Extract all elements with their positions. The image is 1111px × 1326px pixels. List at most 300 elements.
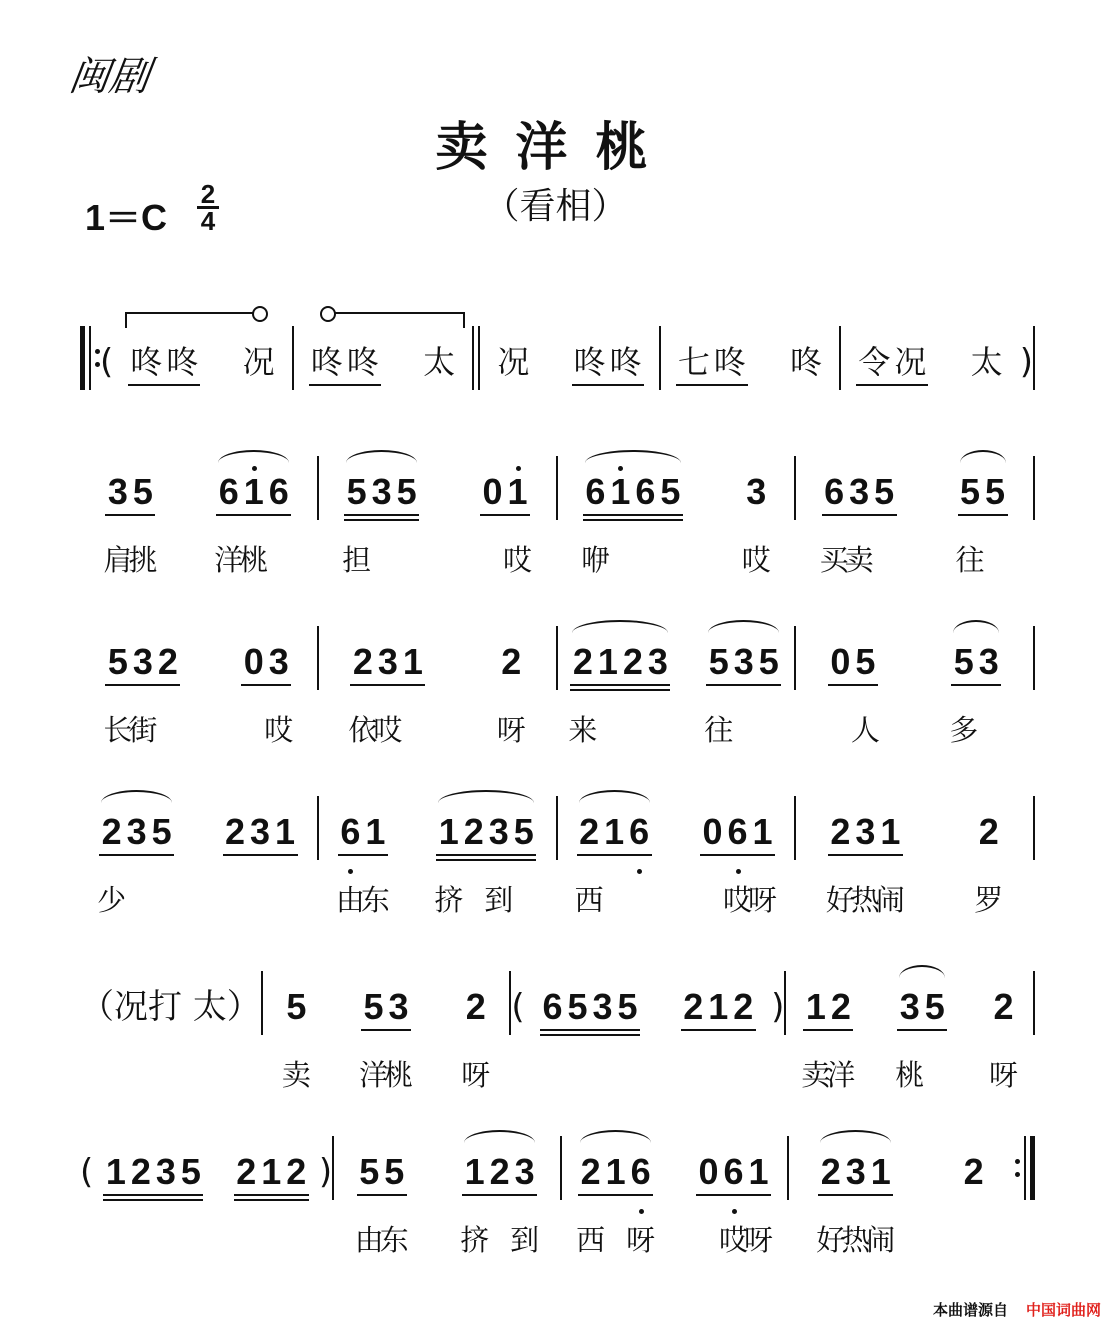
underline [706,684,781,686]
note-text: 6 [824,471,845,512]
note-text: 3 [132,641,153,682]
underline [583,514,683,516]
underline [676,384,748,386]
underline [462,1194,537,1196]
score-mark: ( [511,987,525,1027]
note-text: 咚 [310,343,343,381]
note-text: 5 [107,641,128,682]
score-row [80,460,1035,577]
note-text: 七 [677,343,710,381]
note [128,641,158,747]
underline [361,1029,411,1031]
note [128,1152,153,1192]
measure [80,471,317,577]
lyric: 哎 [373,713,403,747]
lyric: 罗 [974,883,1004,917]
measure [113,342,292,390]
beat [788,342,824,390]
note [124,812,149,852]
note-text: 1 [275,811,296,852]
note [826,986,856,1092]
note-text: 2 [465,986,486,1027]
underline [570,689,670,691]
underline [103,1194,203,1196]
note [696,1152,721,1192]
lyric: 卖 [844,543,874,577]
measure [789,1151,1015,1257]
note [214,471,244,577]
note-text: 1 [610,471,631,512]
lyric: 闹 [866,1223,896,1257]
note [495,342,531,382]
note-text: 3 [488,811,509,852]
beat [281,986,311,1092]
note-text: 太 [970,343,1003,381]
lyric: 挤 [460,1223,490,1257]
lyric: 洋 [214,543,244,577]
note [241,642,266,682]
note [281,986,311,1092]
note-text: 5 [346,471,367,512]
lyric: 往 [704,713,734,747]
score-row [80,630,1035,747]
beat [128,342,200,390]
lyric: 东 [360,883,390,917]
underline [856,384,928,386]
beat [704,641,781,747]
note [969,342,1005,382]
note [103,641,133,747]
note-text: 2 [501,641,522,682]
note [633,472,658,512]
low-octave-dot [639,1209,644,1214]
note-text: 6 [542,986,563,1027]
note [97,811,127,917]
time-signature [197,179,219,236]
note-text: 咚 [609,343,642,381]
note [723,811,753,917]
note-text: 2 [830,811,851,852]
note-text: 5 [617,986,638,1027]
note [384,986,414,1092]
repeat-dots [1015,1136,1020,1200]
note [576,1151,606,1257]
note-text: 3 [855,811,876,852]
slur-arc [585,450,681,476]
beat [856,342,928,390]
note-text: 6 [723,1151,744,1192]
note [976,642,1001,682]
score-mark: ) [318,1152,333,1192]
note-text: 0 [702,811,723,852]
note [266,472,291,512]
lyric: 桃 [239,543,269,577]
slur-arc [953,620,999,646]
beat [572,342,644,390]
lyric: 哎 [723,883,753,917]
note [480,472,505,512]
bar-line [80,326,85,390]
note [273,812,298,852]
underline [540,1029,640,1031]
meter-top: 2 [200,179,216,209]
key-signature: 1＝C [85,197,168,238]
bar-line [1030,1136,1035,1200]
note [241,342,277,382]
bar-line [1033,796,1035,860]
lyric: 西 [574,883,604,917]
note [264,641,294,747]
lyric: 咿 [580,543,610,577]
note [602,812,627,852]
lyric: 到 [510,1223,540,1257]
note [608,342,644,382]
lyric: 桃 [384,1058,414,1092]
note-text: 5 [363,986,384,1027]
slur-arc [580,1130,651,1156]
lyric: 呀 [496,713,526,747]
beat [816,1151,896,1257]
beat [359,986,414,1092]
underline [105,514,155,516]
slur-arc [899,965,945,991]
source-footer [933,1299,1101,1320]
note-text: 2 [580,1151,601,1192]
note [568,641,598,747]
underline [572,384,644,386]
slur-arc [572,620,668,646]
note-text: 咚 [573,343,606,381]
note-text: 咚 [346,343,379,381]
beat [342,471,419,577]
note [681,987,706,1027]
note [949,641,979,747]
note-text: 5 [758,641,779,682]
note-text: 3 [107,471,128,512]
note [394,472,419,512]
beat [676,342,748,390]
lyric: 卖 [801,1058,831,1092]
slur-arc [579,790,650,816]
note [348,641,378,747]
measure [334,1151,560,1257]
note [345,342,381,382]
note [892,342,928,382]
note-text: 咚 [130,343,163,381]
low-octave-dot [637,869,642,874]
note-text: 5 [151,811,172,852]
note [400,642,425,682]
lyric: 由 [335,883,365,917]
bar-line [472,326,474,390]
source-label: 本曲谱源自 [932,1301,1008,1319]
bracket-circle [320,306,336,322]
lyric: 呀 [626,1223,656,1257]
lyric: 来 [568,713,598,747]
underline [958,514,1008,516]
note-text: 3 [388,986,409,1027]
measure [525,987,772,1035]
note [856,342,892,382]
beat [568,641,670,747]
note [178,1152,203,1192]
note-text: 5 [286,986,307,1027]
underline [344,514,419,516]
note [511,812,536,852]
lyric: 洋 [359,1058,389,1092]
note-text: 5 [708,641,729,682]
note-text: 3 [514,1151,535,1192]
note-text: 5 [953,641,974,682]
note [704,641,734,747]
measure [796,471,1033,577]
lyric: 哎 [503,543,533,577]
source-site: 中国词曲网 [1025,1301,1101,1319]
note-text: 2 [286,1151,307,1192]
lyric: 街 [128,713,158,747]
note [234,1152,259,1192]
underline [897,1029,947,1031]
note-text: 2 [820,1151,841,1192]
note-text: 6 [727,811,748,852]
note [983,472,1008,512]
underline [357,1194,407,1196]
lyric: 好 [825,883,855,917]
beat [961,1152,986,1200]
beat [700,811,778,917]
lyric: 哎 [718,1223,749,1257]
note-text: 5 [660,471,681,512]
note [961,1152,986,1192]
underline [241,684,291,686]
note [712,342,748,382]
note-text: 2 [993,986,1014,1027]
beat [335,811,390,917]
note-text: 令 [858,343,891,381]
note [595,642,620,682]
low-octave-dot [348,869,353,874]
note [153,1152,178,1192]
note-text: 3 [746,471,767,512]
beat [801,986,856,1092]
note-text: 3 [733,641,754,682]
underline [828,684,878,686]
high-octave-dot [516,466,521,471]
note-text: 况 [242,343,275,381]
note [128,471,158,577]
note [731,642,756,682]
measure [796,641,1033,747]
measure [558,471,795,577]
lyric: 好 [816,1223,846,1257]
note [866,1151,896,1257]
lyric: 东 [379,1223,409,1257]
note [248,812,273,852]
note [801,986,831,1092]
note [373,641,403,747]
note [895,986,925,1092]
underline [105,684,180,686]
note [756,642,781,682]
note [565,987,590,1027]
beat [495,342,531,390]
note-text: 0 [830,641,851,682]
score-row [80,1140,1035,1257]
note-text: 0 [698,1151,719,1192]
note-text: 5 [180,1151,201,1192]
note-text: 3 [849,471,870,512]
note-text: 3 [126,811,147,852]
note [360,811,390,917]
note-text: 1 [752,811,773,852]
underline [309,384,381,386]
measure [263,986,510,1092]
beat [241,641,294,747]
note-text: 2 [683,986,704,1027]
note-text: 3 [268,641,289,682]
beat [955,471,1008,577]
slur-arc [101,790,172,816]
note [875,811,905,917]
song-subtitle: （看相） [483,186,628,227]
note [460,1151,490,1257]
underline [818,1194,893,1196]
note [496,641,526,747]
note [510,1151,540,1257]
lyric: 桃 [895,1058,925,1092]
note [572,342,608,382]
note-text: 3 [978,641,999,682]
note-text: 2 [225,811,246,852]
note-text: 况 [497,343,530,381]
score-mark: （况打 太） [80,987,261,1027]
meter-bottom: 4 [200,206,216,236]
underline [681,1029,756,1031]
score-mark: ) [771,987,785,1027]
note-text: 2 [963,1151,984,1192]
note [335,811,365,917]
underline [436,859,536,861]
lyric: 呀 [989,1058,1019,1092]
note-text: 3 [377,641,398,682]
barline-repeat-end [1015,1136,1035,1200]
lyric: 少 [97,883,127,917]
beat [234,1152,309,1200]
note-text: 3 [845,1151,866,1192]
note [844,471,874,577]
note [590,987,615,1027]
note-text: 0 [482,471,503,512]
note-text: 1 [464,1151,485,1192]
measure [558,811,795,917]
note-text: 3 [371,471,392,512]
beat [576,1151,656,1257]
measure [661,342,840,390]
beat [223,812,298,860]
note [819,471,849,577]
lyric: 挑 [128,543,158,577]
genre-label: 闽剧 [66,54,153,100]
underline [583,519,683,521]
underline [436,854,536,856]
barline-repeat-start [80,326,100,390]
lyric: 闹 [875,883,905,917]
lyric: 买 [819,543,849,577]
note-text: 1 [605,1151,626,1192]
note-text: 3 [155,1151,176,1192]
underline [350,684,425,686]
beat [828,641,880,747]
note [608,472,633,512]
barline-double [472,326,480,390]
measure [319,811,556,917]
note [239,471,269,577]
measure [319,471,556,577]
lyric: 哎 [741,543,771,577]
note-text: 2 [101,811,122,852]
beat [241,342,277,390]
underline [822,514,897,516]
note [989,986,1019,1092]
lyric: 呀 [461,1058,491,1092]
note-text: 5 [384,1151,405,1192]
note-text: 1 [402,641,423,682]
bar-line [1033,326,1035,390]
note-text: 1 [604,811,625,852]
note-text: 3 [899,986,920,1027]
score-row [80,975,1035,1092]
score-mark: ) [1019,342,1034,382]
note [974,811,1004,917]
note-text: 5 [874,471,895,512]
note [309,342,345,382]
note [223,812,248,852]
note [103,1152,128,1192]
ending-bracket-2 [330,312,465,328]
note [825,811,855,917]
note-text: 2 [733,986,754,1027]
beat [103,1152,203,1200]
note-text: 5 [985,471,1006,512]
beat [540,987,640,1035]
measure [558,641,795,747]
underline [99,854,174,856]
note [259,1152,284,1192]
note-text: 3 [250,811,271,852]
note [731,987,756,1027]
note-text: 6 [629,811,650,852]
note-text: 2 [352,641,373,682]
note [354,1151,384,1257]
note [369,472,394,512]
note-text: 5 [396,471,417,512]
slur-arc [218,450,289,476]
score-row [80,800,1035,917]
note-text: 咚 [713,343,746,381]
note-text: 2 [572,641,593,682]
beat [741,471,771,577]
note-text: 1 [870,1151,891,1192]
score-row [80,330,1035,390]
note-text: 6 [268,471,289,512]
note [676,342,712,382]
beat [969,342,1005,390]
beat [461,986,491,1092]
note [700,812,725,852]
lyric: 多 [949,713,979,747]
note [284,1152,309,1192]
note [103,471,133,577]
